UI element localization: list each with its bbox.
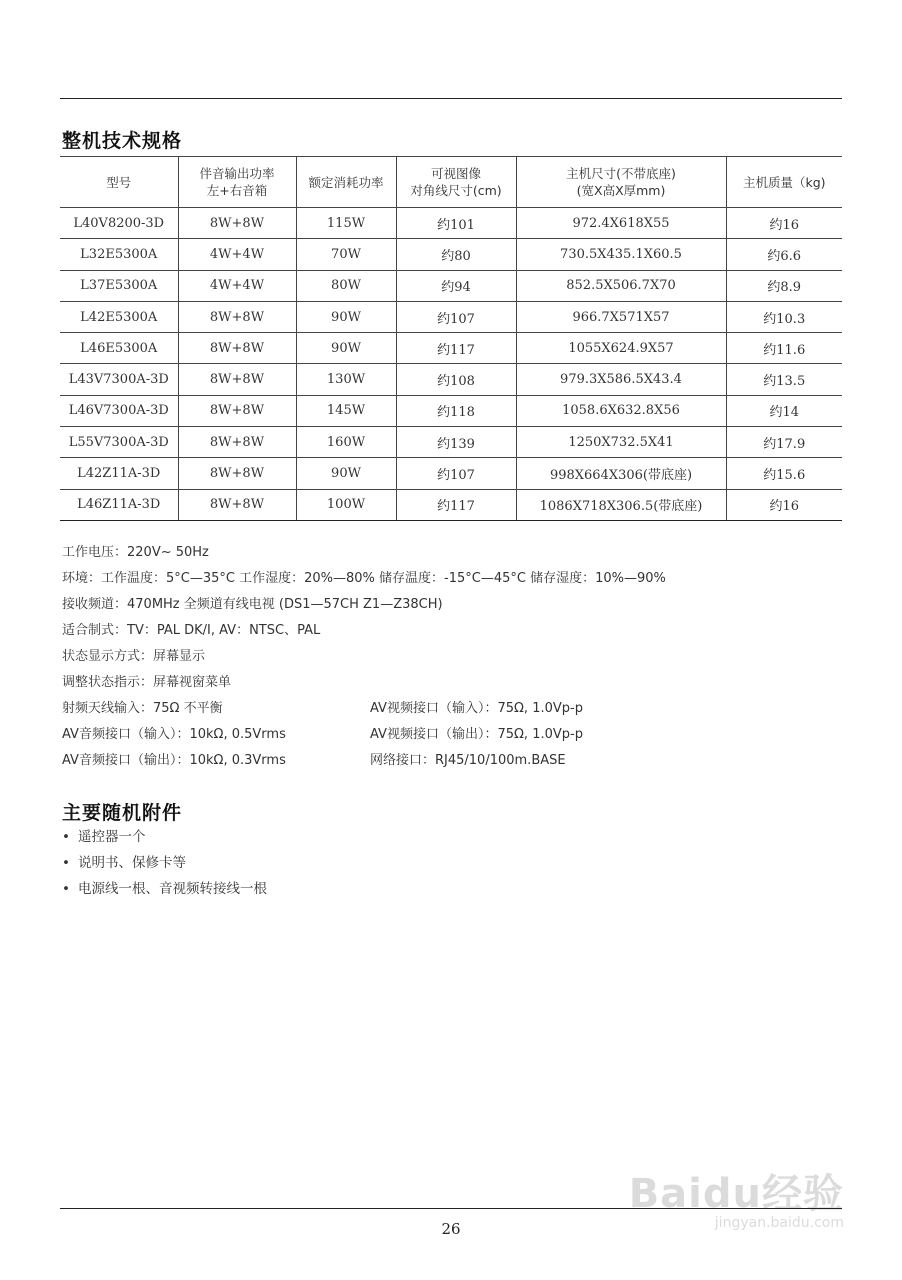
table-cell: 90W: [296, 458, 396, 489]
av-audio-out: AV音频接口（输出）：10kΩ, 0.3Vrms: [62, 753, 286, 768]
table-cell: L37E5300A: [60, 270, 178, 301]
table-row: [60, 427, 842, 458]
table-cell: 80W: [296, 270, 396, 301]
spec-table-header-cell: 可视图像 对角线尺寸(cm): [396, 157, 516, 208]
environment-line: 环境：工作温度：5°C—35°C 工作湿度：20%—80% 储存温度：-15°C—45°C 储存湿度：10%—90%: [62, 571, 666, 586]
spec-table-header-row: [60, 157, 842, 208]
table-cell: 约14: [726, 395, 842, 426]
frequency-line: 接收频道：470MHz 全频道有线电视 (DS1—57CH Z1—Z38CH): [62, 597, 443, 612]
table-cell: 70W: [296, 239, 396, 270]
io-line-1: [62, 696, 666, 722]
table-cell: L42E5300A: [60, 301, 178, 332]
spec-section-title: 整机技术规格: [62, 130, 183, 152]
table-cell: L46Z11A-3D: [60, 489, 178, 520]
table-cell: 8W+8W: [178, 301, 296, 332]
bottom-rule: [60, 1208, 842, 1209]
table-cell: L43V7300A-3D: [60, 364, 178, 395]
spec-table-header-cell: 主机尺寸(不带底座) (宽X高X厚mm): [516, 157, 726, 208]
table-cell: 约117: [396, 489, 516, 520]
spec-table-header-cell: 型号: [60, 157, 178, 208]
table-cell: 998X664X306(带底座): [516, 458, 726, 489]
table-cell: 145W: [296, 395, 396, 426]
table-cell: L40V8200-3D: [60, 208, 178, 239]
table-cell: 160W: [296, 427, 396, 458]
spec-table-header-cell: 伴音输出功率 左+右音箱: [178, 157, 296, 208]
table-cell: 90W: [296, 301, 396, 332]
table-cell: 约107: [396, 301, 516, 332]
display-line: 状态显示方式：屏幕显示: [62, 649, 206, 664]
table-cell: 8W+8W: [178, 395, 296, 426]
table-row: [60, 301, 842, 332]
watermark-logo: Baidu经验: [628, 1171, 844, 1217]
table-cell: L42Z11A-3D: [60, 458, 178, 489]
table-cell: 约17.9: [726, 427, 842, 458]
table-cell: 约15.6: [726, 458, 842, 489]
table-cell: 约94: [396, 270, 516, 301]
table-cell: 972.4X618X55: [516, 208, 726, 239]
table-cell: 4W+4W: [178, 239, 296, 270]
accessories-title: 主要随机附件: [62, 802, 183, 824]
table-row: [60, 364, 842, 395]
table-row: [60, 333, 842, 364]
table-cell: 979.3X586.5X43.4: [516, 364, 726, 395]
spec-table-body: [60, 208, 842, 521]
table-cell: 8W+8W: [178, 427, 296, 458]
bullet-icon: •: [62, 881, 70, 897]
list-item: • 说明书、保修卡等: [62, 850, 267, 876]
accessories-list: [62, 824, 267, 902]
table-cell: L46E5300A: [60, 333, 178, 364]
av-audio-in: AV音频接口（输入）：10kΩ, 0.5Vrms: [62, 727, 286, 742]
table-row: [60, 270, 842, 301]
table-cell: 约11.6: [726, 333, 842, 364]
system-line: 适合制式：TV：PAL DK/I, AV：NTSC、PAL: [62, 623, 321, 638]
table-cell: 约139: [396, 427, 516, 458]
table-cell: 130W: [296, 364, 396, 395]
table-row: [60, 239, 842, 270]
table-cell: 约16: [726, 489, 842, 520]
table-cell: L55V7300A-3D: [60, 427, 178, 458]
table-cell: 约16: [726, 208, 842, 239]
table-cell: 约107: [396, 458, 516, 489]
table-cell: 1086X718X306.5(带底座): [516, 489, 726, 520]
table-cell: 90W: [296, 333, 396, 364]
table-cell: 约6.6: [726, 239, 842, 270]
table-cell: 约108: [396, 364, 516, 395]
table-cell: 1058.6X632.8X56: [516, 395, 726, 426]
table-cell: 约8.9: [726, 270, 842, 301]
network-port: 网络接口：RJ45/10/100m.BASE: [370, 753, 566, 768]
table-cell: 852.5X506.7X70: [516, 270, 726, 301]
table-cell: 4W+4W: [178, 270, 296, 301]
io-line-2: [62, 722, 666, 748]
io-line-3: [62, 748, 666, 774]
table-cell: 730.5X435.1X60.5: [516, 239, 726, 270]
av-video-in: AV视频接口（输入）：75Ω, 1.0Vp-p: [370, 701, 583, 716]
table-cell: 约118: [396, 395, 516, 426]
bullet-icon: •: [62, 855, 70, 871]
table-cell: 8W+8W: [178, 489, 296, 520]
rf-input: 射频天线输入：75Ω 不平衡: [62, 701, 223, 716]
adjust-line: 调整状态指示：屏幕视窗菜单: [62, 675, 232, 690]
table-cell: 115W: [296, 208, 396, 239]
table-row: [60, 208, 842, 239]
table-cell: 100W: [296, 489, 396, 520]
top-rule: [60, 98, 842, 99]
table-cell: 约80: [396, 239, 516, 270]
voltage-line: 工作电压：220V~ 50Hz: [62, 545, 209, 560]
bullet-icon: •: [62, 829, 70, 845]
list-item: • 电源线一根、音视频转接线一根: [62, 876, 267, 902]
table-cell: 约13.5: [726, 364, 842, 395]
watermark-url: jingyan.baidu.com: [714, 1215, 844, 1231]
table-cell: 8W+8W: [178, 364, 296, 395]
av-video-out: AV视频接口（输出）：75Ω, 1.0Vp-p: [370, 727, 583, 742]
table-cell: 约10.3: [726, 301, 842, 332]
spec-table-header-cell: 额定消耗功率: [296, 157, 396, 208]
table-cell: 1055X624.9X57: [516, 333, 726, 364]
table-cell: L46V7300A-3D: [60, 395, 178, 426]
table-row: [60, 489, 842, 520]
table-cell: 1250X732.5X41: [516, 427, 726, 458]
table-cell: L32E5300A: [60, 239, 178, 270]
spec-list: [62, 540, 666, 774]
spec-table-header-cell: 主机质量（kg): [726, 157, 842, 208]
table-row: [60, 458, 842, 489]
table-cell: 约117: [396, 333, 516, 364]
table-cell: 约101: [396, 208, 516, 239]
table-row: [60, 395, 842, 426]
spec-table: [60, 156, 842, 521]
table-cell: 966.7X571X57: [516, 301, 726, 332]
table-cell: 8W+8W: [178, 333, 296, 364]
table-cell: 8W+8W: [178, 208, 296, 239]
list-item: • 遥控器一个: [62, 824, 267, 850]
page-number: 26: [441, 1220, 461, 1238]
table-cell: 8W+8W: [178, 458, 296, 489]
